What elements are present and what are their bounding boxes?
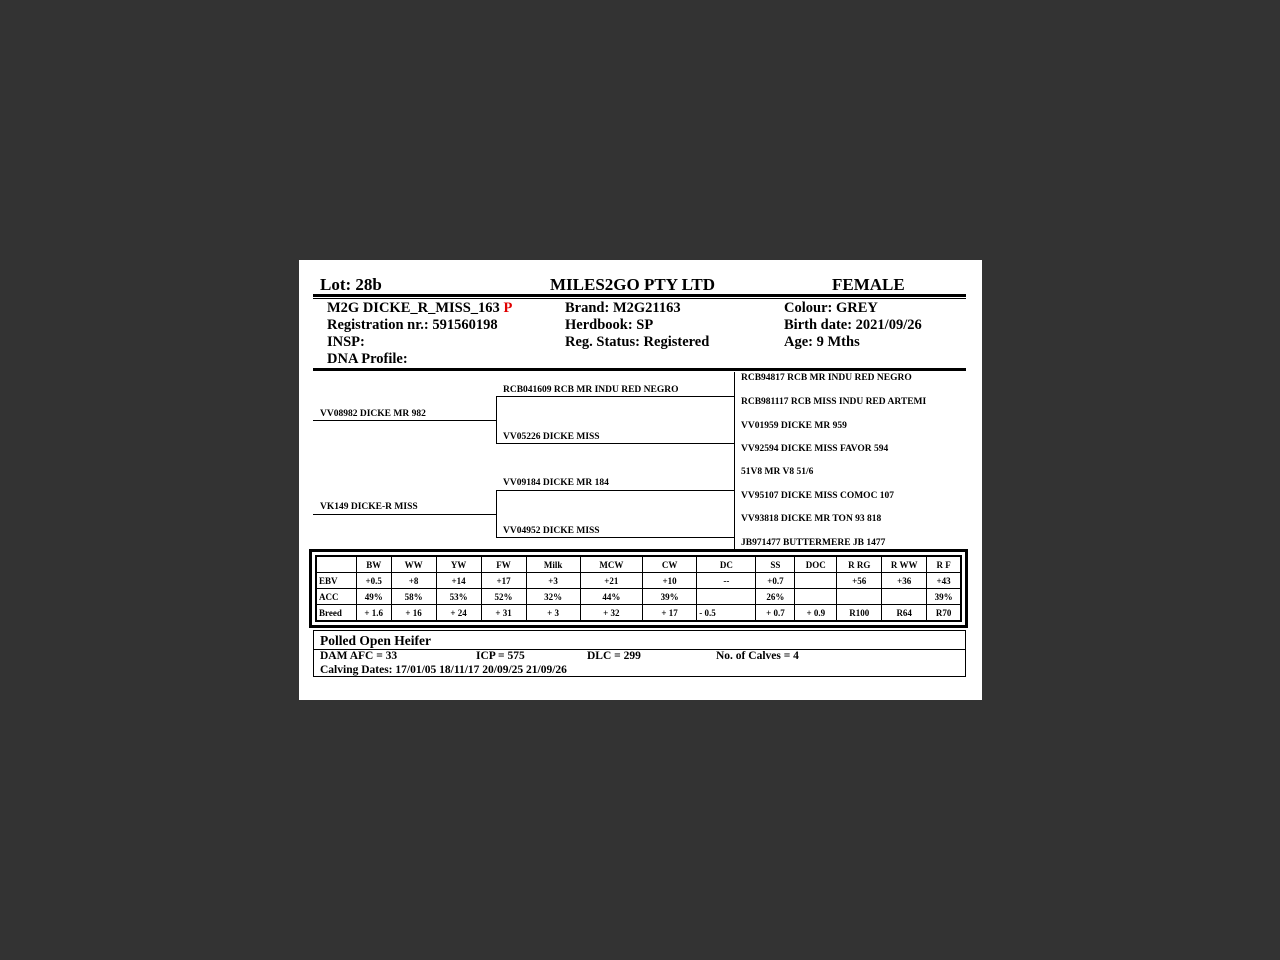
breed-cell: - 0.5 — [697, 605, 756, 621]
dam-name: VK149 DICKE-R MISS — [320, 502, 418, 512]
header-rule-thin — [313, 298, 966, 299]
sire-name: VV08982 DICKE MR 982 — [320, 409, 426, 419]
dam-sire-line — [496, 490, 735, 491]
acc-cell: 39% — [643, 589, 697, 605]
ggen-4-name: VV92594 DICKE MISS FAVOR 594 — [741, 444, 889, 454]
notes-box — [313, 630, 966, 677]
ggen-1-name: RCB94817 RCB MR INDU RED NEGRO — [741, 373, 912, 383]
dam-sire-name: VV09184 DICKE MR 184 — [503, 478, 609, 488]
herdbook-field: Herdbook: SP — [565, 317, 654, 333]
breed-cell: + 16 — [391, 605, 436, 621]
calves-count: No. of Calves = 4 — [716, 650, 799, 662]
breed-cell: + 24 — [436, 605, 481, 621]
ebv-cell: +10 — [643, 573, 697, 589]
calving-dates: Calving Dates: 17/01/05 18/11/17 20/09/25 21/09/26 — [320, 664, 567, 676]
acc-cell: 44% — [580, 589, 642, 605]
breed-cell: + 3 — [526, 605, 580, 621]
acc-cell: 52% — [481, 589, 526, 605]
notes-title: Polled Open Heifer — [320, 633, 431, 648]
header-rule-thick — [313, 294, 966, 297]
sire-line — [313, 420, 497, 421]
dam-afc: DAM AFC = 33 — [320, 650, 398, 662]
ebv-cell: +0.5 — [356, 573, 391, 589]
ebv-col-header: WW — [391, 557, 436, 573]
age-field: Age: 9 Mths — [784, 334, 860, 350]
breed-cell: + 0.7 — [756, 605, 795, 621]
acc-cell — [795, 589, 837, 605]
acc-cell: 49% — [356, 589, 391, 605]
registration-number: Registration nr.: 591560198 — [327, 317, 498, 333]
ebv-col-header: DC — [697, 557, 756, 573]
polled-marker: P — [503, 300, 513, 316]
acc-cell — [882, 589, 927, 605]
dna-profile-field: DNA Profile: — [327, 351, 408, 367]
ebv-table-inner — [315, 555, 962, 622]
acc-row-label: ACC — [317, 589, 357, 605]
ebv-col-header: Milk — [526, 557, 580, 573]
breed-row — [317, 605, 961, 621]
breed-row-label: Breed — [317, 605, 357, 621]
ebv-col-header: R F — [927, 557, 961, 573]
breed-cell: + 17 — [643, 605, 697, 621]
sex-heading: FEMALE — [832, 275, 905, 294]
ebv-cell: +36 — [882, 573, 927, 589]
breed-cell: R70 — [927, 605, 961, 621]
ebv-row — [317, 573, 961, 589]
sire-bracket — [496, 396, 497, 444]
ebv-col-header: YW — [436, 557, 481, 573]
ebv-cell: +21 — [580, 573, 642, 589]
breed-cell: + 32 — [580, 605, 642, 621]
ebv-col-header: R RG — [837, 557, 882, 573]
lot-label: Lot: — [320, 275, 352, 294]
dam-dam-name: VV04952 DICKE MISS — [503, 526, 600, 536]
ebv-col-header: BW — [356, 557, 391, 573]
reg-status-field: Reg. Status: Registered — [565, 334, 710, 350]
insp-field: INSP: — [327, 334, 365, 350]
ebv-cell — [795, 573, 837, 589]
ebv-cell: +3 — [526, 573, 580, 589]
dam-line — [313, 514, 497, 515]
acc-cell: 58% — [391, 589, 436, 605]
ebv-cell: +43 — [927, 573, 961, 589]
ggen-8-name: JB971477 BUTTERMERE JB 1477 — [741, 538, 886, 548]
acc-row — [317, 589, 961, 605]
lot-heading — [320, 275, 382, 295]
acc-cell: 32% — [526, 589, 580, 605]
breed-cell: R64 — [882, 605, 927, 621]
dam-dam-bracket — [734, 513, 735, 549]
dam-bracket — [496, 490, 497, 538]
sire-sire-line — [496, 396, 735, 397]
sire-dam-bracket — [734, 419, 735, 467]
sire-sire-bracket — [734, 372, 735, 420]
ggen-6-name: VV95107 DICKE MISS COMOC 107 — [741, 491, 895, 501]
ebv-cell: +56 — [837, 573, 882, 589]
birth-date-field: Birth date: 2021/09/26 — [784, 317, 922, 333]
acc-cell — [837, 589, 882, 605]
ebv-cell: +17 — [481, 573, 526, 589]
ebv-col-header: CW — [643, 557, 697, 573]
ebv-cell: +0.7 — [756, 573, 795, 589]
sire-dam-name: VV05226 DICKE MISS — [503, 432, 600, 442]
ggen-7-name: VV93818 DICKE MR TON 93 818 — [741, 514, 882, 524]
lot-number: 28b — [355, 275, 382, 294]
ggen-2-name: RCB981117 RCB MISS INDU RED ARTEMI — [741, 397, 927, 407]
ebv-cell: +14 — [436, 573, 481, 589]
dam-dam-line — [496, 537, 735, 538]
acc-cell: 53% — [436, 589, 481, 605]
breed-cell: + 1.6 — [356, 605, 391, 621]
ebv-table — [316, 556, 961, 621]
ebv-cell: +8 — [391, 573, 436, 589]
sire-sire-name: RCB041609 RCB MR INDU RED NEGRO — [503, 385, 679, 395]
dam-sire-bracket — [734, 466, 735, 514]
dlc-value: DLC = 299 — [587, 650, 641, 662]
colour-field: Colour: GREY — [784, 300, 878, 316]
ebv-col-header: MCW — [580, 557, 642, 573]
icp-value: ICP = 575 — [476, 650, 525, 662]
ebv-row-label: EBV — [317, 573, 357, 589]
sale-card — [299, 260, 982, 700]
animal-name-text: M2G DICKE_R_MISS_163 — [327, 300, 500, 316]
animal-name — [327, 300, 512, 317]
acc-cell: 39% — [927, 589, 961, 605]
ebv-header-row — [317, 557, 961, 573]
ebv-col-header: R WW — [882, 557, 927, 573]
breed-cell: R100 — [837, 605, 882, 621]
pedigree-rule — [313, 368, 966, 371]
breed-cell: + 31 — [481, 605, 526, 621]
company-name: MILES2GO PTY LTD — [550, 275, 716, 294]
acc-cell: 26% — [756, 589, 795, 605]
acc-cell — [697, 589, 756, 605]
ebv-col-header: SS — [756, 557, 795, 573]
ggen-3-name: VV01959 DICKE MR 959 — [741, 421, 847, 431]
ebv-cell: -- — [697, 573, 756, 589]
ebv-col-header — [317, 557, 357, 573]
ebv-col-header: DOC — [795, 557, 837, 573]
ebv-table-frame — [309, 549, 968, 628]
brand-field: Brand: M2G21163 — [565, 300, 681, 316]
breed-cell: + 0.9 — [795, 605, 837, 621]
ebv-col-header: FW — [481, 557, 526, 573]
sire-dam-line — [496, 443, 735, 444]
ggen-5-name: 51V8 MR V8 51/6 — [741, 467, 814, 477]
